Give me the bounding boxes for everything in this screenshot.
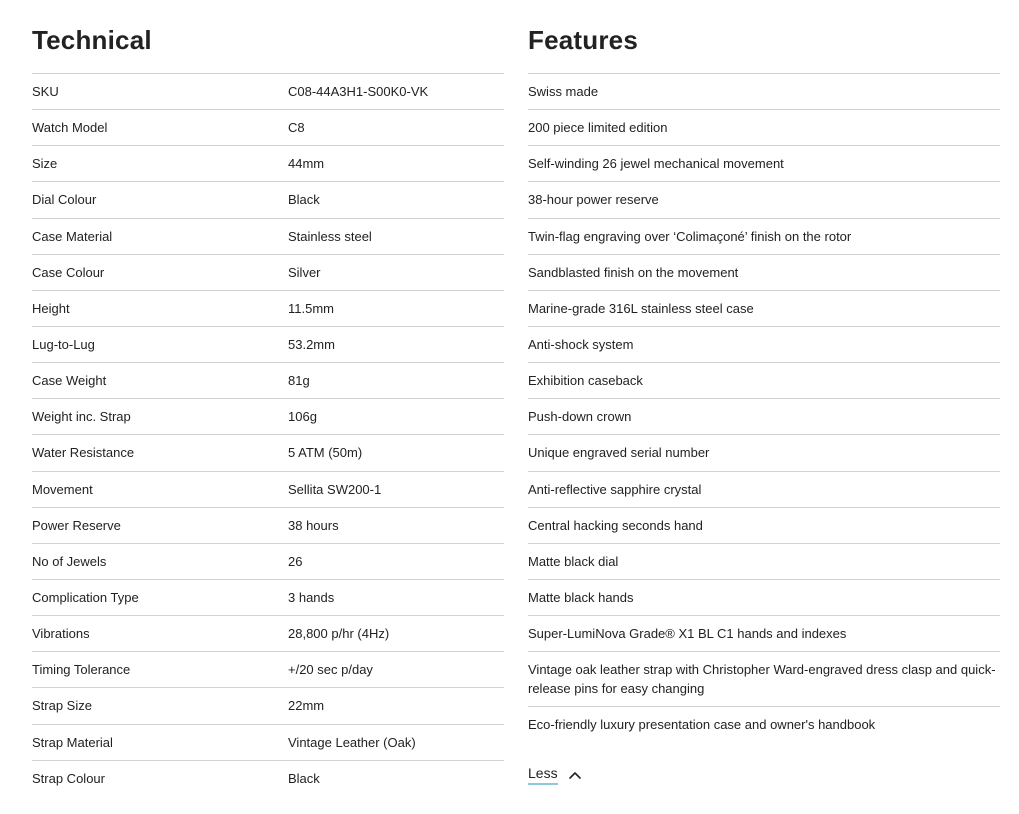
feature-item	[528, 290, 1000, 326]
spec-label: Size	[32, 156, 58, 172]
feature-text: Unique engraved serial number	[528, 445, 710, 461]
feature-text: 38-hour power reserve	[528, 192, 659, 208]
spec-row	[32, 326, 504, 362]
feature-item	[528, 398, 1000, 434]
feature-text: Eco-friendly luxury presentation case and owner's handbook	[528, 717, 876, 733]
spec-row	[32, 362, 504, 398]
feature-item	[528, 145, 1000, 181]
spec-label: Height	[32, 300, 70, 316]
feature-item	[528, 579, 1000, 615]
feature-text: Vintage oak leather strap with Christopher Ward-engraved dress clasp and quick-release pins for easy changing	[528, 662, 996, 697]
spec-row	[32, 434, 504, 470]
spec-label: Strap Material	[32, 734, 113, 750]
spec-row	[32, 724, 504, 760]
spec-row	[32, 290, 504, 326]
spec-value: Silver	[288, 264, 321, 280]
less-toggle-button[interactable]	[528, 764, 582, 785]
spec-value: 26	[288, 553, 303, 569]
spec-row	[32, 651, 504, 687]
feature-text: Anti-reflective sapphire crystal	[528, 481, 702, 497]
features-list	[528, 73, 1000, 742]
spec-label: Movement	[32, 481, 93, 497]
spec-label: Lug-to-Lug	[32, 337, 95, 353]
spec-row	[32, 181, 504, 217]
feature-item	[528, 218, 1000, 254]
spec-label: Timing Tolerance	[32, 662, 131, 678]
spec-value: C08-44A3H1-S00K0-VK	[288, 84, 429, 100]
spec-row	[32, 398, 504, 434]
feature-text: Central hacking seconds hand	[528, 517, 703, 533]
spec-label: Vibrations	[32, 626, 90, 642]
feature-text: Marine-grade 316L stainless steel case	[528, 300, 754, 316]
spec-label: Water Resistance	[32, 445, 135, 461]
spec-row	[32, 615, 504, 651]
feature-item	[528, 651, 1000, 706]
spec-row	[32, 507, 504, 543]
spec-value: 44mm	[288, 156, 325, 172]
spec-row	[32, 145, 504, 181]
feature-text: Exhibition caseback	[528, 373, 643, 389]
feature-item	[528, 109, 1000, 145]
spec-value: Black	[288, 770, 320, 786]
feature-text: Push-down crown	[528, 409, 632, 425]
feature-item	[528, 434, 1000, 470]
less-toggle-label: Less	[528, 764, 558, 785]
feature-text: Swiss made	[528, 84, 599, 100]
spec-row	[32, 218, 504, 254]
spec-row	[32, 73, 504, 109]
feature-item	[528, 706, 1000, 742]
feature-item	[528, 615, 1000, 651]
features-heading: Features	[528, 25, 638, 55]
chevron-up-icon	[568, 768, 582, 782]
feature-item	[528, 73, 1000, 109]
spec-label: No of Jewels	[32, 553, 107, 569]
spec-value: 3 hands	[288, 590, 335, 606]
spec-value: 38 hours	[288, 517, 339, 533]
spec-row	[32, 109, 504, 145]
feature-item	[528, 254, 1000, 290]
technical-table	[32, 73, 504, 796]
feature-text: Anti-shock system	[528, 337, 634, 353]
spec-value: 28,800 p/hr (4Hz)	[288, 626, 390, 642]
spec-label: Case Material	[32, 228, 113, 244]
feature-text: Super-LumiNova Grade® X1 BL C1 hands and indexes	[528, 626, 847, 642]
spec-label: Case Weight	[32, 373, 107, 389]
spec-label: Complication Type	[32, 590, 139, 606]
spec-row	[32, 254, 504, 290]
feature-text: Sandblasted finish on the movement	[528, 264, 739, 280]
spec-row	[32, 760, 504, 796]
spec-label: Dial Colour	[32, 192, 97, 208]
spec-row	[32, 579, 504, 615]
technical-heading: Technical	[32, 25, 152, 55]
spec-row	[32, 687, 504, 723]
spec-value: 81g	[288, 373, 310, 389]
feature-text: Matte black hands	[528, 590, 634, 606]
feature-item	[528, 471, 1000, 507]
feature-item	[528, 362, 1000, 398]
feature-item	[528, 326, 1000, 362]
feature-text: Self-winding 26 jewel mechanical movement	[528, 156, 784, 172]
spec-label: SKU	[32, 84, 59, 100]
feature-text: Twin-flag engraving over ‘Colimaçoné’ finish on the rotor	[528, 228, 852, 244]
feature-item	[528, 181, 1000, 217]
spec-row	[32, 543, 504, 579]
spec-label: Weight inc. Strap	[32, 409, 131, 425]
feature-text: Matte black dial	[528, 553, 619, 569]
spec-label: Strap Colour	[32, 770, 105, 786]
spec-value: Sellita SW200-1	[288, 481, 382, 497]
spec-label: Watch Model	[32, 120, 108, 136]
spec-value: 11.5mm	[288, 300, 334, 316]
spec-value: +/20 sec p/day	[288, 662, 373, 678]
spec-value: C8	[288, 120, 305, 136]
spec-label: Power Reserve	[32, 517, 121, 533]
spec-row	[32, 471, 504, 507]
spec-label: Case Colour	[32, 264, 105, 280]
feature-item	[528, 543, 1000, 579]
spec-value: Vintage Leather (Oak)	[288, 734, 416, 750]
spec-value: 5 ATM (50m)	[288, 445, 363, 461]
feature-text: 200 piece limited edition	[528, 120, 668, 136]
feature-item	[528, 507, 1000, 543]
spec-value: Stainless steel	[288, 228, 372, 244]
spec-value: 106g	[288, 409, 317, 425]
spec-label: Strap Size	[32, 698, 92, 714]
spec-value: Black	[288, 192, 320, 208]
spec-value: 22mm	[288, 698, 325, 714]
spec-value: 53.2mm	[288, 337, 335, 353]
